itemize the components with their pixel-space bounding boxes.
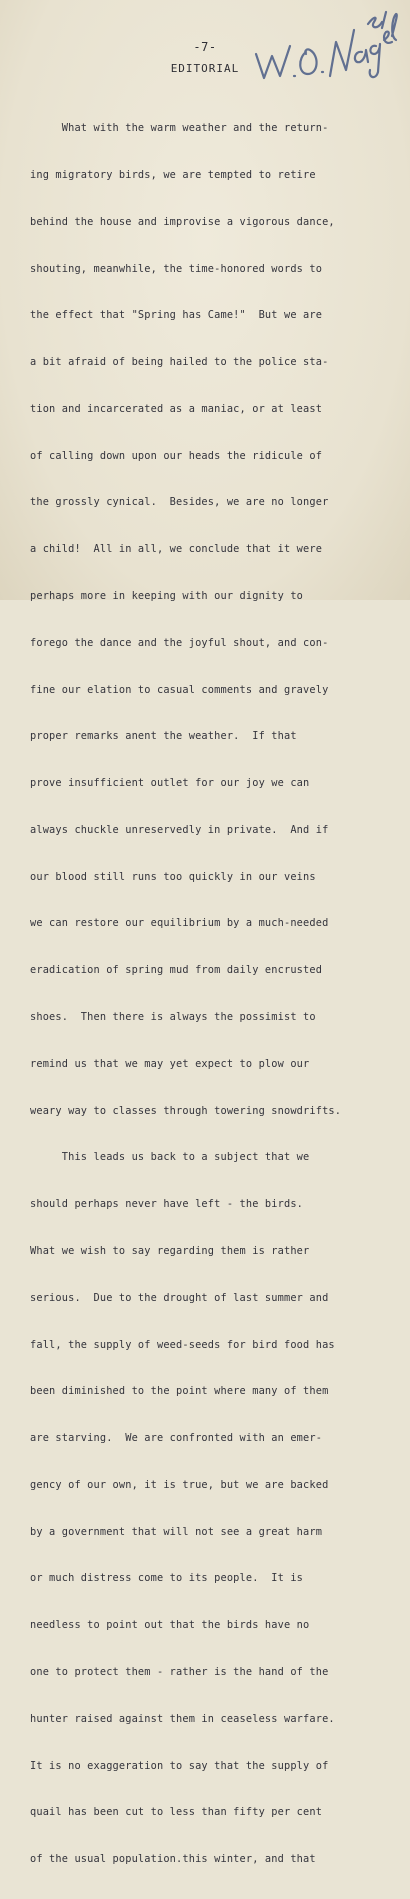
text-line: always chuckle unreservedly in private. And if	[30, 823, 329, 836]
text-line: gency of our own, it is true, but we are backed	[30, 1478, 329, 1491]
text-line: are starving. We are confronted with an emer-	[30, 1432, 323, 1445]
text-line: remind us that we may yet expect to plow our	[30, 1057, 310, 1070]
text-line: quail has been cut to less than fifty per cent	[30, 1806, 323, 1819]
handwritten-signature	[250, 6, 400, 86]
section-heading: EDITORIAL	[170, 62, 240, 75]
text-line: a bit afraid of being hailed to the police sta-	[30, 356, 329, 369]
text-line: by a government that will not see a great harm	[30, 1525, 323, 1538]
text-line: been diminished to the point where many of them	[30, 1385, 329, 1398]
text-line: What we wish to say regarding them is rather	[30, 1244, 310, 1257]
text-line: our blood still runs too quickly in our veins	[30, 870, 316, 883]
text-line: tion and incarcerated as a maniac, or at least	[30, 402, 323, 415]
text-line: the grossly cynical. Besides, we are no longer	[30, 496, 329, 509]
text-line: or much distress come to its people. It is	[30, 1572, 304, 1585]
text-line: one to protect them - rather is the hand of the	[30, 1665, 329, 1678]
text-line: This leads us back to a subject that we	[30, 1151, 310, 1164]
text-line: weary way to classes through towering snowdrifts.	[30, 1104, 342, 1117]
editorial-body	[30, 90, 390, 1899]
text-line: eradication of spring mud from daily encrusted	[30, 964, 323, 977]
text-line: It is no exaggeration to say that the supply of	[30, 1759, 329, 1772]
page-number: -7-	[193, 40, 217, 54]
text-line: hunter raised against them in ceaseless warfare.	[30, 1712, 335, 1725]
text-line: shoes. Then there is always the possimist to	[30, 1011, 316, 1024]
text-line: serious. Due to the drought of last summer and	[30, 1291, 329, 1304]
text-line: the effect that "Spring has Came!" But we are	[30, 309, 323, 322]
text-line: fine our elation to casual comments and gravely	[30, 683, 329, 696]
text-line: What with the warm weather and the return-	[30, 122, 329, 135]
text-line: fall, the supply of weed-seeds for bird food has	[30, 1338, 335, 1351]
text-line: behind the house and improvise a vigorous dance,	[30, 215, 335, 228]
text-line: ing migratory birds, we are tempted to retire	[30, 168, 316, 181]
text-line: perhaps more in keeping with our dignity to	[30, 590, 304, 602]
text-line: needless to point out that the birds have no	[30, 1619, 310, 1632]
text-line: of calling down upon our heads the ridicule of	[30, 449, 323, 462]
text-line: shouting, meanwhile, the time-honored words to	[30, 262, 323, 275]
text-line: forego the dance and the joyful shout, and con-	[30, 636, 329, 649]
text-line: we can restore our equilibrium by a much-needed	[30, 917, 329, 930]
text-line: prove insufficient outlet for our joy we can	[30, 777, 310, 790]
text-line: should perhaps never have left - the birds.	[30, 1198, 304, 1211]
text-line: of the usual population.this winter, and that	[30, 1853, 316, 1866]
text-line: proper remarks anent the weather. If that	[30, 730, 297, 743]
text-line: a child! All in all, we conclude that it were	[30, 543, 323, 556]
